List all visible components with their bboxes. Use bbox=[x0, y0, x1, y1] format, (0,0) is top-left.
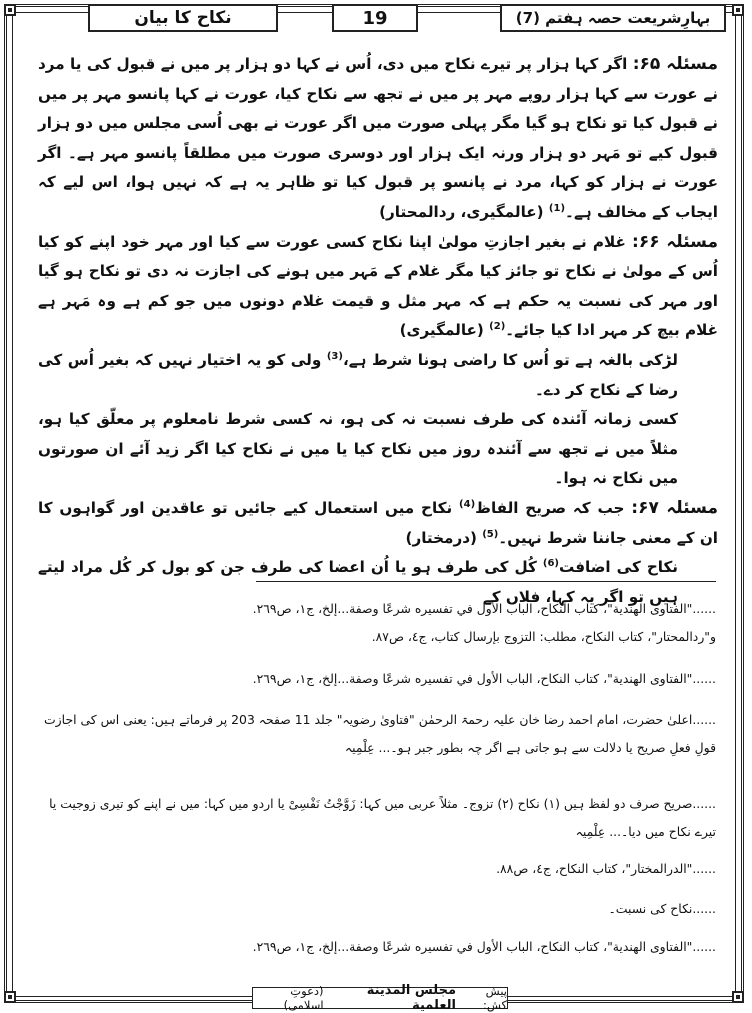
main-text bbox=[38, 50, 718, 612]
corner-ornament bbox=[732, 991, 744, 1003]
paragraph bbox=[38, 405, 718, 494]
source-citation: (عالمگیری) bbox=[399, 321, 490, 340]
book-title: بہارِشریعت حصہ ہفتم (7) bbox=[500, 4, 726, 32]
paragraph bbox=[38, 494, 718, 553]
footnote-ref[interactable]: (5) bbox=[482, 528, 499, 540]
paragraph bbox=[38, 228, 718, 346]
footnote-ref[interactable]: (6) bbox=[542, 558, 559, 570]
publisher-footer bbox=[252, 983, 508, 1013]
footnote-divider bbox=[256, 581, 716, 582]
paragraph-text: نکاح میں استعمال کیے جائیں تو عاقدین اور گواہوں کا ان کے معنی جاننا شرط نہیں۔ bbox=[38, 498, 718, 547]
masala-label: مسئلہ ۶۵: bbox=[632, 54, 718, 74]
footnote-5: ......"الدرالمختار"، كتاب النكاح، ج٤، ص٨٨. bbox=[496, 861, 716, 876]
paragraph-text: اگر کہا ہزار پر تیرے نکاح میں دی، اُس نے کہا دو ہزار پر میں نے قبول کی یا مرد نے عورت سے کہا ہزار روپے مہر پر میں نے تجھ سے نکاح کیا، عورت نے کہا پانسو مہر پر میں نے قبول کیا تو نکاح ہو گیا مگر پہلی صورت میں اگر عورت نے بھی اُسی مجلس میں دو ہزار قبول کیے تو مَہر دو ہزار ورنہ ایک ہزار اور دوسری صورت میں مطلقاً پانسو مہر ہے۔ اگر عورت نے ہزار کو کہا، مرد نے پانسو پر قبول کیا تو ظاہر یہ ہے کہ نہیں ہوا، اس لیے کہ ایجاب کے مخالف ہے۔ bbox=[38, 55, 718, 221]
paragraph-text: غلام نے بغیر اجازتِ مولیٰ اپنا نکاح کسی عورت سے کیا اور مہر خود اپنے کو کیا اُس کے مولیٰ نے نکاح تو جائز کیا مگر غلام کے مَہر میں ہونے کی اجازت نہ دی تو نکاح ہو گیا اور مہر کی نسبت یہ حکم ہے کہ مہر مثل و قیمت غلام دونوں میں جو کم ہے وہ مَہر ہے غلام بیچ کر مہر ادا کیا جائے۔ bbox=[38, 232, 718, 340]
paragraph-text: ولی کو یہ اختیار نہیں کہ بغیر اُس کی رضا کے نکاح کر دے۔ bbox=[38, 350, 678, 399]
footnote-3: ......اعلیٰ حضرت، امام احمد رضا خان علیہ رحمۃ الرحمٰن "فتاویٰ رضویہ" جلد 11 صفحہ 203 پر فرماتے ہیں: یعنی اس کی اجازت قولِ فعلِ صریح یا دلالت سے ہو جاتی ہے اگر چہ بطور جبر ہو۔... عِلْمِیہ bbox=[44, 712, 716, 755]
page-number: 19 bbox=[332, 4, 418, 32]
footnote-ref[interactable]: (2) bbox=[489, 321, 506, 333]
footnote-2: ......"الفتاوى الهندية"، كتاب النكاح، الباب الأول في تفسيره شرعًا وصفة...إلخ، ج١، ص٢٦٩. bbox=[252, 671, 716, 686]
footnote-1: ......"الفتاوى الهندية"، كتاب النكاح، الباب الأول في تفسيره شرعًا وصفة...إلخ، ج١، ص٢٦٩. bbox=[252, 601, 716, 616]
corner-ornament bbox=[4, 991, 16, 1003]
footnote-6: ......نکاح کی نسبت۔ bbox=[608, 901, 716, 916]
paragraph-text: جب کہ صریح الفاظ bbox=[475, 498, 632, 517]
corner-ornament bbox=[4, 4, 16, 16]
corner-ornament bbox=[732, 4, 744, 16]
source-citation: (درمختار) bbox=[405, 528, 483, 547]
footnote-1-cont: و"ردالمحتار"، كتاب النكاح، مطلب: التزوج بإرسال كتاب، ج٤، ص٨٧. bbox=[371, 629, 716, 644]
footer-prefix: پیش کش: bbox=[482, 984, 507, 1012]
paragraph-text: لڑکی بالغہ ہے تو اُس کا راضی ہونا شرط ہے، bbox=[342, 350, 678, 369]
footnote-4: ......صریح صرف دو لفظ ہیں (١) نکاح (٢) تزوج۔ مثلاً عربی میں کہا: زَوَّجْتُ نَفْسِیْ یا اردو میں کہا: میں نے اپنے کو تیری زوجیت یا تیرے نکاح میں دیا۔... عِلْمِیہ bbox=[49, 796, 716, 839]
footnote-ref[interactable]: (1) bbox=[548, 202, 566, 214]
publisher-name: مجلس المدينة العلمية bbox=[366, 983, 456, 1013]
footer-suffix: (دعوتِ اسلامی) bbox=[283, 984, 324, 1012]
paragraph-text: نکاح کی اضافت bbox=[559, 558, 679, 577]
masala-label: مسئلہ ۶۷: bbox=[631, 497, 718, 518]
footnote-ref[interactable]: (4) bbox=[459, 498, 476, 510]
source-citation: (عالمگیری، ردالمحتار) bbox=[379, 202, 549, 221]
paragraph bbox=[38, 50, 718, 228]
footnote-7: ......"الفتاوى الهندية"، كتاب النكاح، الباب الأول في تفسيره شرعًا وصفة...إلخ، ج١، ص٢٦٩. bbox=[252, 939, 716, 954]
footnote-ref[interactable]: (3) bbox=[326, 350, 343, 362]
chapter-title: نکاح کا بیان bbox=[88, 4, 278, 32]
masala-label: مسئلہ ۶۶: bbox=[632, 231, 718, 252]
paragraph bbox=[38, 346, 718, 405]
paragraph-text: کُل کی طرف ہو یا اُن اعضا کی طرف جن کو بول کر کُل مراد لیتے ہیں تو اگر یہ کہا، فلاں کے bbox=[38, 558, 678, 606]
paragraph-text: کسی زمانہ آئندہ کی طرف نسبت نہ کی ہو، نہ کسی شرط نامعلوم پر معلّق کیا ہو، مثلاً میں نے تجھ سے آئندہ روز میں نکاح کیا یا میں نے نکاح کیا اگر زید آئے ان صورتوں میں نکاح نہ ہوا۔ bbox=[38, 410, 678, 488]
